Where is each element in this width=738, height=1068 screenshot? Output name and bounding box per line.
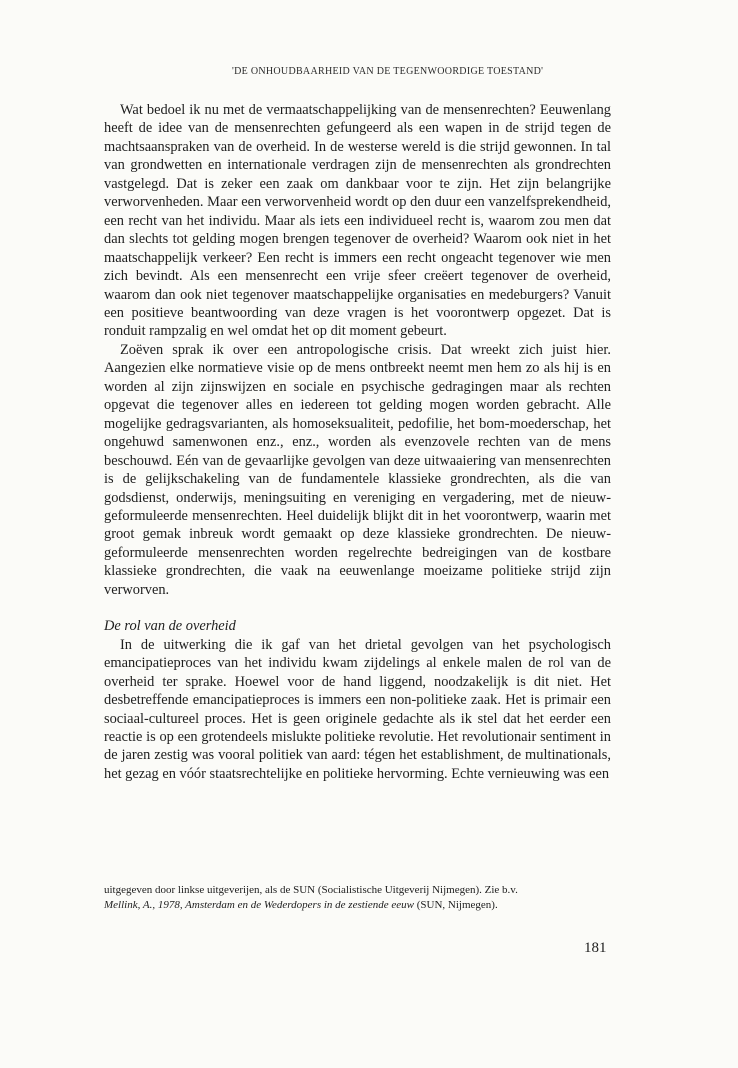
body-text xyxy=(104,101,611,783)
footnote-reference: Mellink, A., 1978, Amsterdam en de Wederdopers in de zestiende eeuw xyxy=(104,899,414,911)
paragraph-2: Zoëven sprak ik over een antropologische crisis. Dat wreekt zich juist hier. Aangezien elke normatieve visie op de mens ontbreekt neemt men hem zo als hij is en worden al zijn zijnswijzen en sociale en psychische gedragingen maar als rechten opgevat die tegenover alles en iedereen tot gelding mogen worden gebracht. Alle mogelijke gedragsvarianten, als homoseksualiteit, pedofilie, het bom-moederschap, het ongehuwd samenwonen enz., enz., worden als evenzovele rechten van de mens beschouwd. Eén van de gevaarlijke gevolgen van deze uitwaaiering van mensenrechten is de gelijkschakeling van de fundamentele klassieke grondrechten, als die van godsdienst, onderwijs, meningsuiting en vereniging en vergadering, met de nieuw-geformuleerde mensenrechten. Heel duidelijk blijkt dit in het voorontwerp, waarin met groot gemak inbreuk wordt gemaakt op deze klassieke grondrechten. De nieuw-geformuleerde mensenrechten worden regelrechte bedreigingen van de kostbare klassieke grondrechten, die vaak na eeuwenlange moeizame politieke strijd zijn verworven. xyxy=(104,341,611,598)
footnote-publisher: (SUN, Nijmegen). xyxy=(413,899,498,911)
footnote xyxy=(104,883,611,913)
section-heading: De rol van de overheid xyxy=(104,618,236,635)
page-number: 181 xyxy=(584,940,607,956)
paragraph-1: Wat bedoel ik nu met de vermaatschappelijking van de mensenrechten? Eeuwenlang heeft de idee van de mensenrechten gefungeerd als een wapen in de strijd tegen de machtsaanspraken van de overheid. In de westerse wereld is die strijd gewonnen. In tal van grondwetten en internationale verdragen zijn de mensenrechten als grondrechten vastgelegd. Dat is zeker een zaak om dankbaar voor te zijn. Het zijn belangrijke verworvenheden. Maar een verworvenheid wordt op den duur een vanzelfsprekendheid, een recht van het individu. Maar als iets een individueel recht is, waarom zou men dat dan slechts tot gelding mogen brengen tegenover de overheid? Waarom ook niet in het maatschappelijk verkeer? Een recht is immers een recht ongeacht tegenover wie men zich bevindt. Als een mensenrecht een vrije sfeer creëert tegenover de overheid, waarom dan ook niet tegenover maatschappelijke organisaties en medeburgers? Vanuit een positieve beantwoording van deze vragen is het voorontwerp opgezet. Dat is ronduit rampzalig en wel omdat het op dit moment gebeurt. xyxy=(104,102,611,340)
running-head: 'DE ONHOUDBAARHEID VAN DE TEGENWOORDIGE TOESTAND' xyxy=(232,66,544,77)
section-gap xyxy=(104,599,611,617)
paragraph-3: In de uitwerking die ik gaf van het drietal gevolgen van het psychologisch emancipatieproces van het individu kwam zijdelings al enkele malen de rol van de overheid ter sprake. Hoewel voor de hand liggend, noodzakelijk is dit niet. Het desbetreffende emancipatieproces is immers een non-politieke zaak. Het is primair een sociaal-cultureel proces. Het is geen originele gedachte als ik stel dat het eerder een reactie is op een grotendeels mislukte politieke revolutie. Het revolutionair sentiment in de jaren zestig was vooral politiek van aard: tégen het establishment, de multinationals, het gezag en vóór staatsrechtelijke en politieke hervorming. Echte vernieuwing was een xyxy=(104,636,611,782)
footnote-line-1: uitgegeven door linkse uitgeverijen, als de SUN (Socialistische Uitgeverij Nijmegen). Zie b.v. xyxy=(104,884,518,896)
